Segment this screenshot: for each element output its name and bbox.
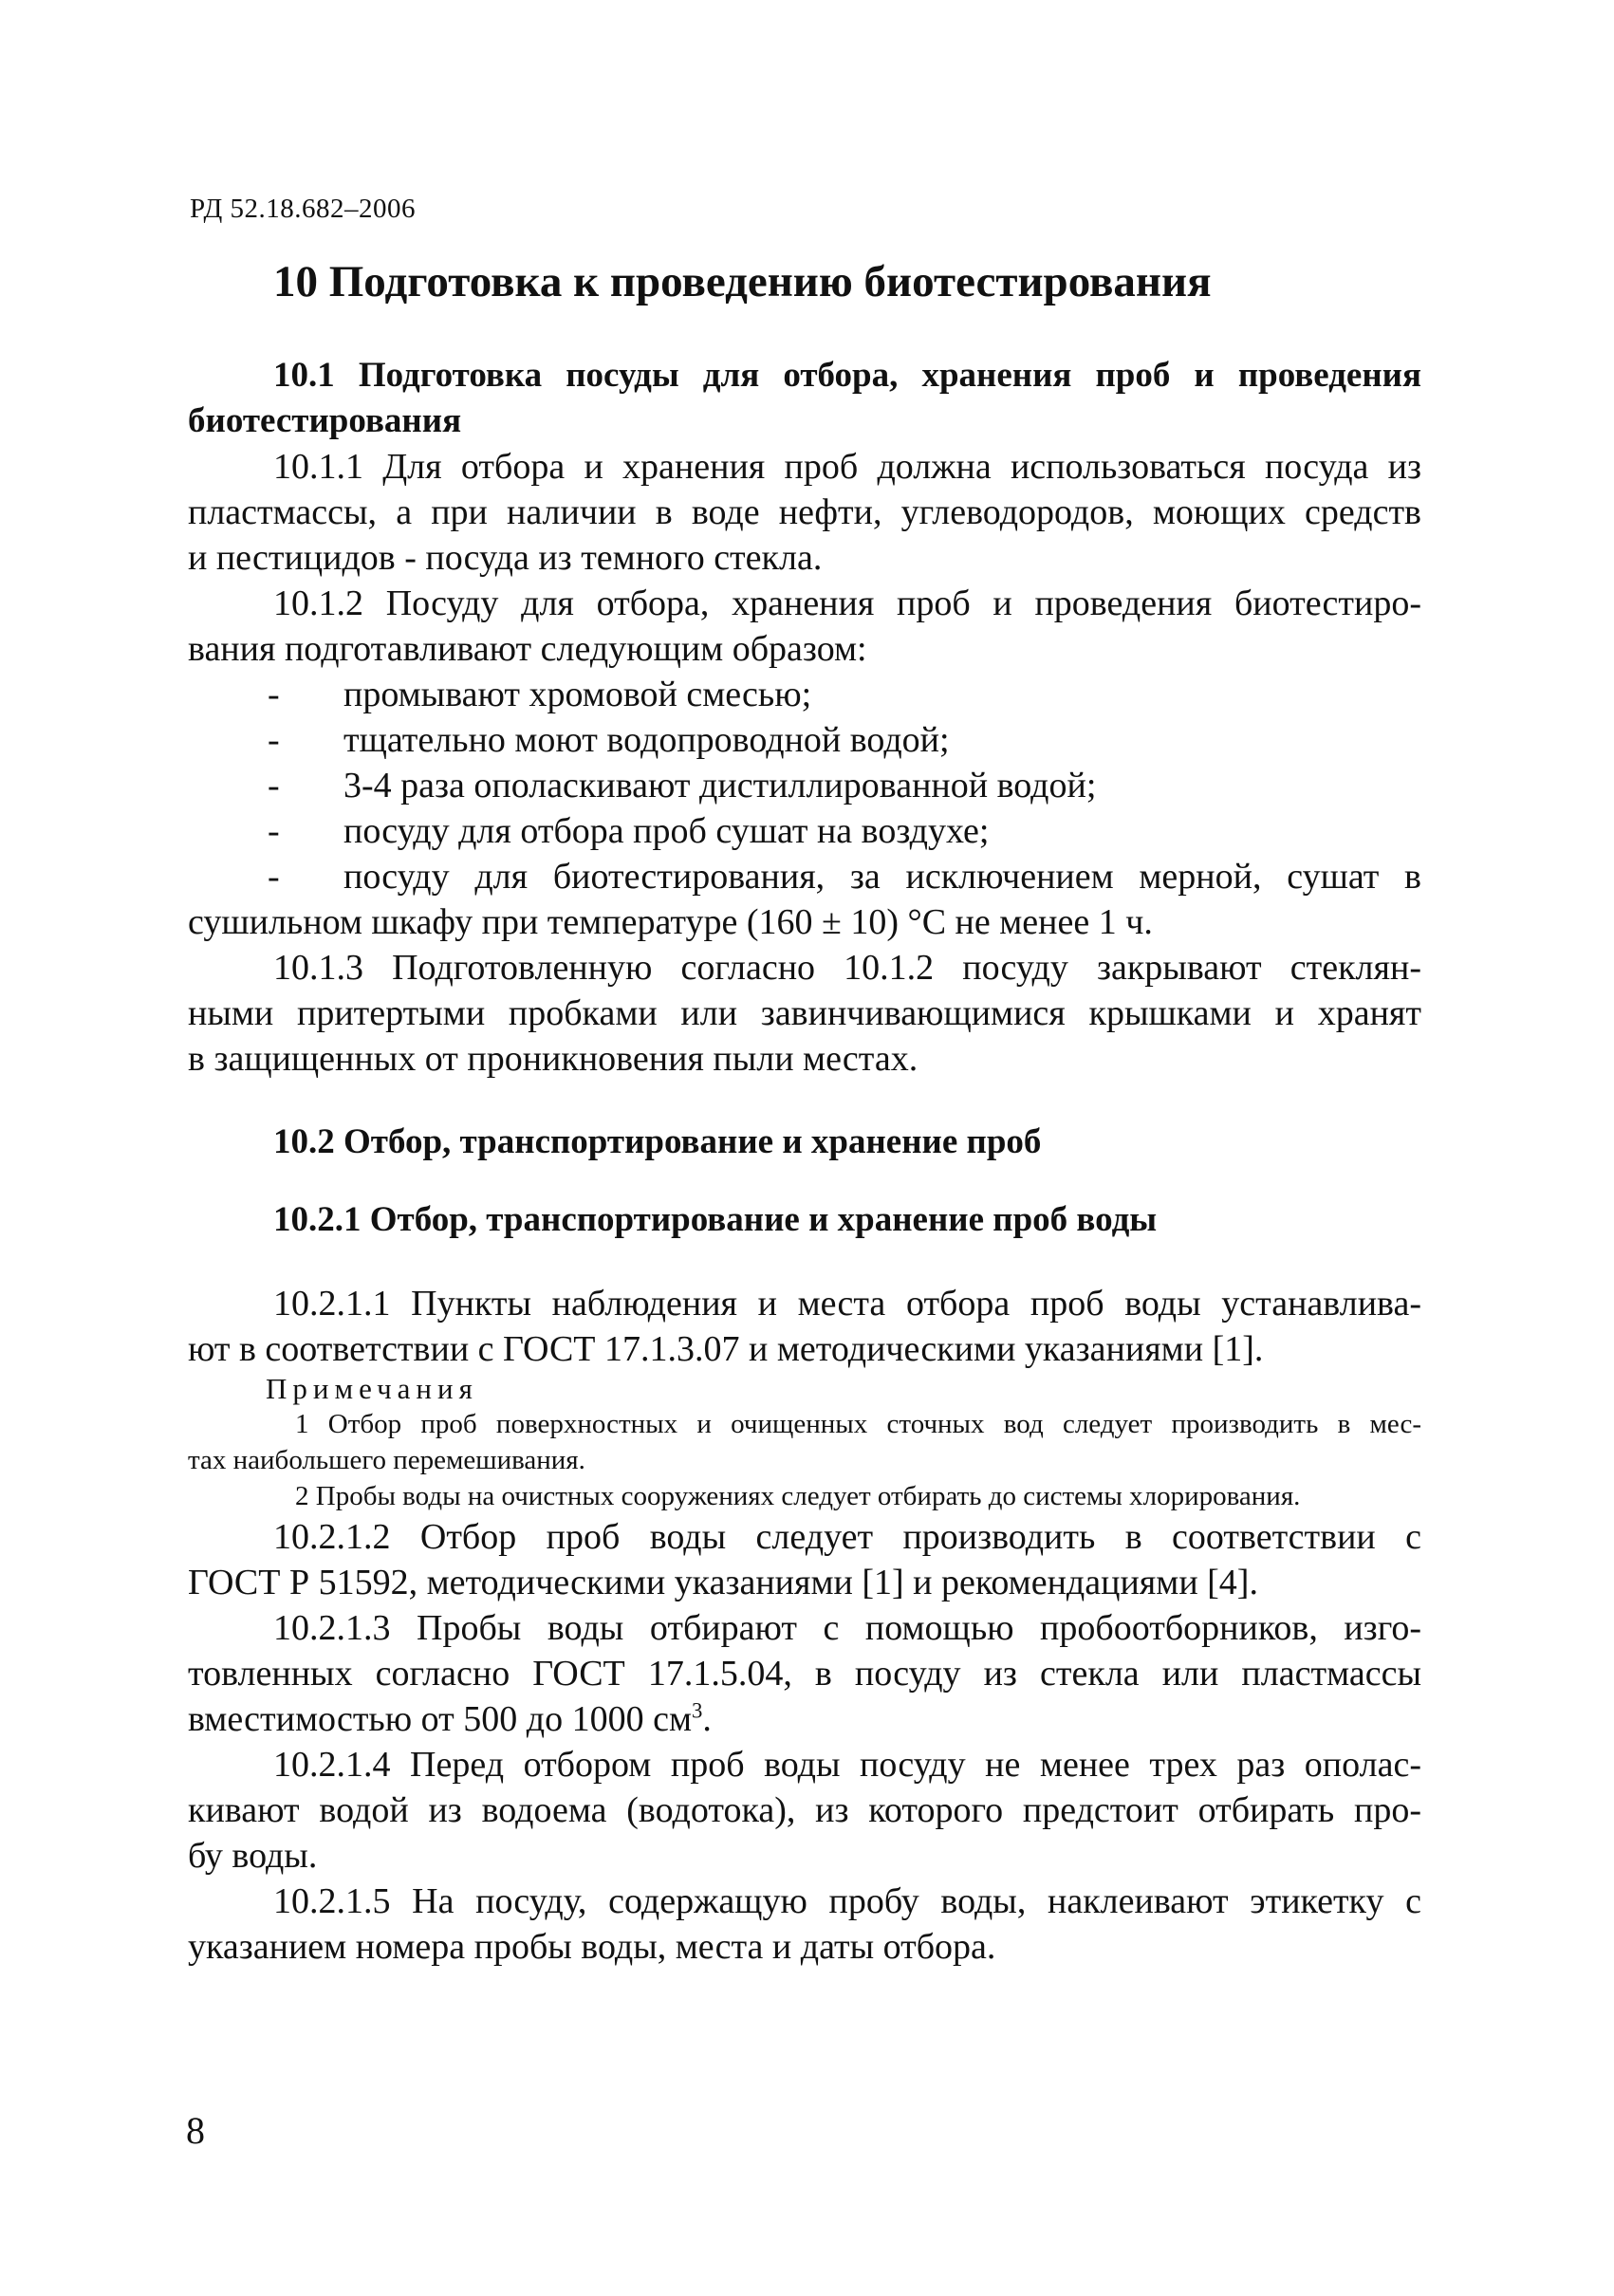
page-content xyxy=(188,353,1421,1970)
paragraph-10-2-1-3-line-3-text: вместимостью от 500 до 1000 см xyxy=(188,1699,692,1739)
chapter-title: 10 Подготовка к проведению биотестирования xyxy=(273,257,1212,306)
note-2: 2 Пробы воды на очистных сооружениях следует отбирать до системы хлорирования. xyxy=(295,1481,1301,1511)
paragraph-10-2-1-2-line-2: ГОСТ Р 51592, методическими указаниями [1] и рекомендациями [4]. xyxy=(188,1563,1258,1602)
paragraph-10-1-1-line-1: 10.1.1 Для отбора и хранения проб должна использоваться посуда из xyxy=(273,447,1421,487)
list-item xyxy=(188,808,1421,854)
list-dash: - xyxy=(268,811,280,851)
paragraph-10-2-1-1-line-1: 10.2.1.1 Пункты наблюдения и места отбора проб воды устанавлива- xyxy=(273,1284,1421,1324)
list-item xyxy=(188,717,1421,763)
list-item-text: посуду для отбора проб сушат на воздухе; xyxy=(343,811,990,851)
paragraph-10-2-1-3-line-1: 10.2.1.3 Пробы воды отбирают с помощью пробоотборников, изго- xyxy=(273,1608,1421,1648)
list-dash: - xyxy=(268,857,280,897)
list-item-text: посуду для биотестирования, за исключением мерной, сушат в xyxy=(343,857,1421,897)
note-1-line-1: 1 Отбор проб поверхностных и очищенных сточных вод следует производить в мес- xyxy=(295,1409,1421,1439)
paragraph-10-1-3-line-3: в защищенных от проникновения пыли местах. xyxy=(188,1039,918,1079)
paragraph-10-2-1-4-line-2: кивают водой из водоема (водотока), из которого предстоит отбирать про- xyxy=(188,1790,1421,1830)
paragraph-10-1-1-line-3: и пестицидов - посуда из темного стекла. xyxy=(188,538,823,578)
paragraph-10-2-1-5-line-1: 10.2.1.5 На посуду, содержащую пробу воды, наклеивают этикетку с xyxy=(273,1881,1421,1921)
list-item xyxy=(188,672,1421,717)
list-item xyxy=(188,763,1421,808)
paragraph-10-2-1-5-line-2: указанием номера пробы воды, места и даты отбора. xyxy=(188,1927,996,1967)
paragraph-10-1-3-line-2: ными притертыми пробками или завинчивающимися крышками и хранят xyxy=(188,993,1421,1033)
list-item-text: промывают хромовой смесью; xyxy=(343,675,812,714)
section-10-1-title-line-2: биотестирования xyxy=(188,401,462,440)
list-dash: - xyxy=(268,675,280,714)
paragraph-10-1-3-line-1: 10.1.3 Подготовленную согласно 10.1.2 посуду закрывают стеклян- xyxy=(273,948,1421,988)
document-code: РД 52.18.682–2006 xyxy=(190,194,416,224)
paragraph-10-2-1-4-line-1: 10.2.1.4 Перед отбором проб воды посуду не менее трех раз ополас- xyxy=(273,1745,1421,1785)
list-item xyxy=(188,854,1421,899)
list-dash: - xyxy=(268,720,280,760)
paragraph-10-1-2-line-1: 10.1.2 Посуду для отбора, хранения проб и проведения биотестиро- xyxy=(273,583,1421,623)
page-number: 8 xyxy=(186,2109,205,2152)
paragraph-10-2-1-2-line-1: 10.2.1.2 Отбор проб воды следует производить в соответствии с xyxy=(273,1517,1421,1557)
list-dash: - xyxy=(268,766,280,805)
paragraph-10-1-2-line-2: вания подготавливают следующим образом: xyxy=(188,629,867,669)
paragraph-10-2-1-3-line-2: товленных согласно ГОСТ 17.1.5.04, в посуду из стекла или пластмассы xyxy=(188,1654,1421,1694)
section-10-2-title: 10.2 Отбор, транспортирование и хранение проб xyxy=(273,1122,1042,1161)
paragraph-end-period: . xyxy=(702,1699,712,1739)
paragraph-10-1-1-line-2: пластмассы, а при наличии в воде нефти, углеводородов, моющих средств xyxy=(188,492,1421,532)
superscript-3: 3 xyxy=(692,1698,703,1723)
notes-heading: Примечания xyxy=(266,1372,478,1405)
paragraph-10-2-1-3-line-3 xyxy=(188,1696,1421,1742)
list-item-continuation: сушильном шкафу при температуре (160 ± 10) °С не менее 1 ч. xyxy=(188,902,1153,942)
paragraph-10-2-1-1-line-2: ют в соответствии с ГОСТ 17.1.3.07 и методическими указаниями [1]. xyxy=(188,1329,1264,1369)
paragraph-10-2-1-4-line-3: бу воды. xyxy=(188,1836,318,1876)
section-10-2-1-title: 10.2.1 Отбор, транспортирование и хранение проб воды xyxy=(273,1200,1158,1239)
list-item-text: 3-4 раза ополаскивают дистиллированной водой; xyxy=(343,766,1097,805)
list-item-text: тщательно моют водопроводной водой; xyxy=(343,720,950,760)
section-10-1-title-line-1: 10.1 Подготовка посуды для отбора, хранения проб и проведения xyxy=(273,356,1421,395)
note-1-line-2: тах наибольшего перемешивания. xyxy=(188,1445,585,1475)
